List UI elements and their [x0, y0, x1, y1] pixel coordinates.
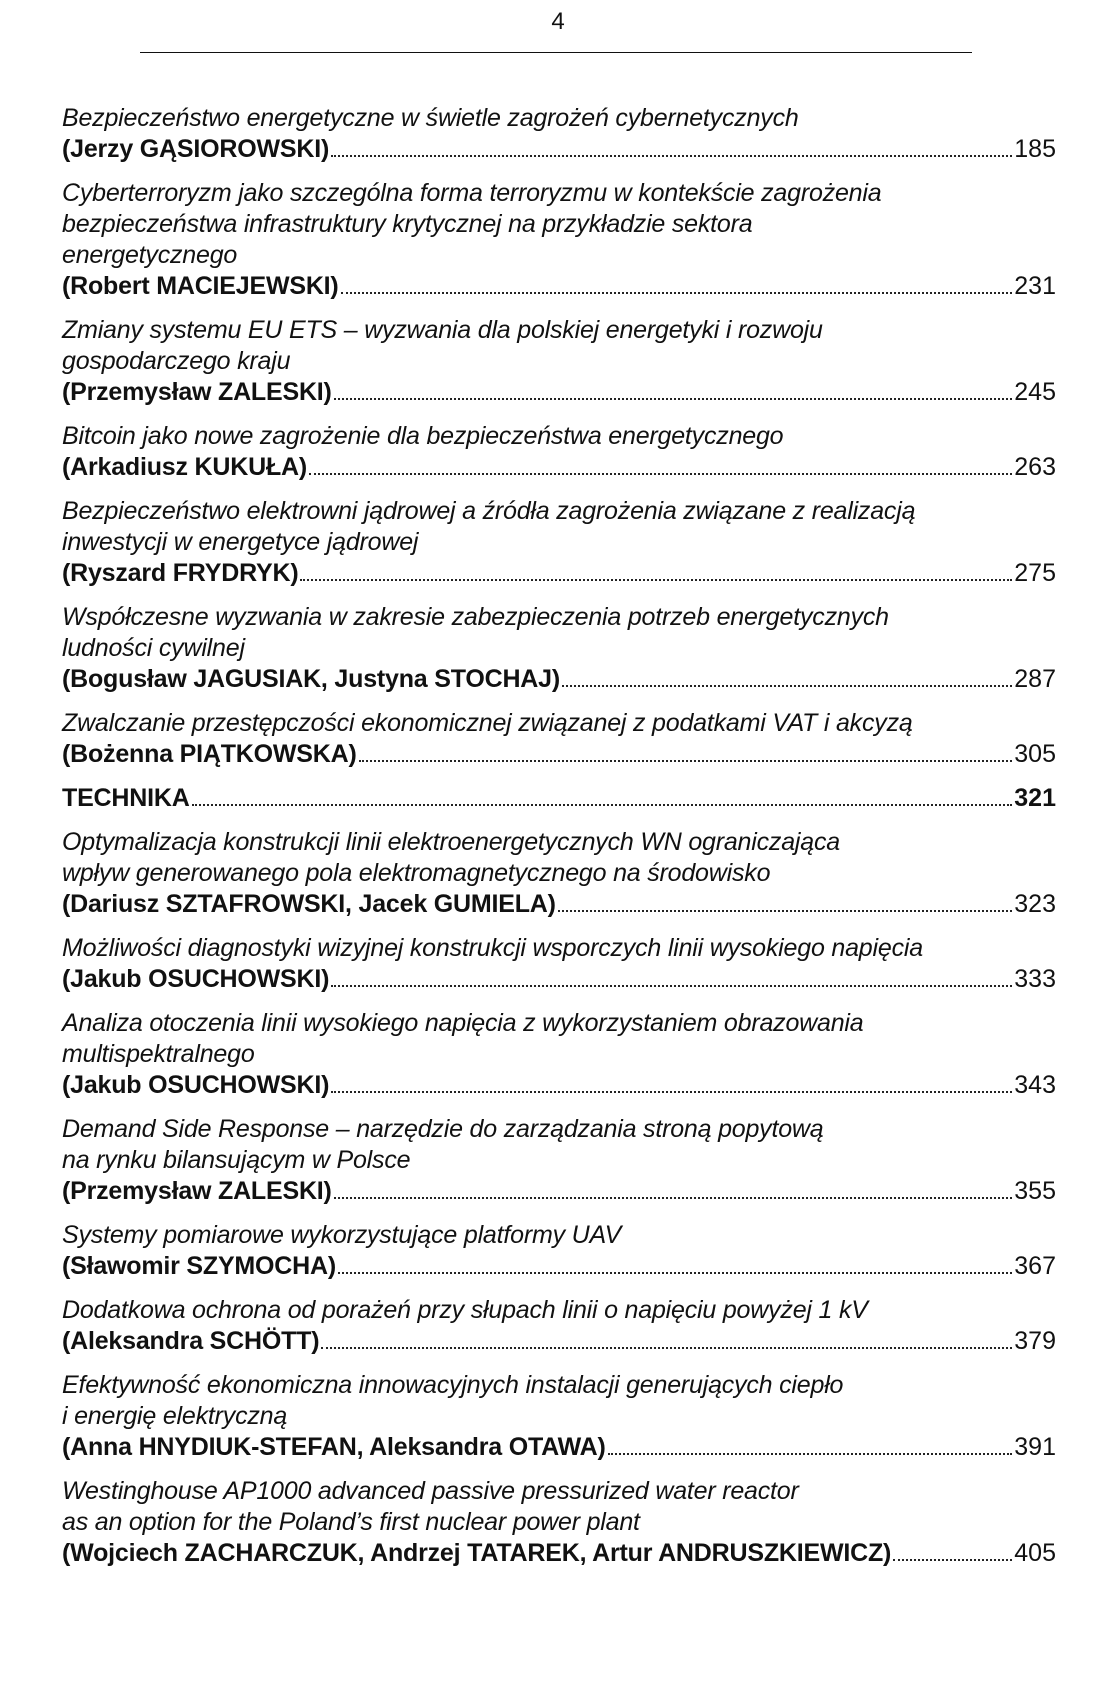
entry-title: Cyberterroryzm jako szczególna forma terroryzmu w kontekście zagrożenia bezpieczeństwa infrastruktury krytycznej na przykładzie sektora energetycznego	[62, 179, 882, 269]
dot-leader	[309, 473, 1012, 475]
entry-line	[62, 377, 1056, 408]
entry-line	[62, 134, 1056, 165]
entry-author: (Wojciech ZACHARCZUK, Andrzej TATAREK, Artur ANDRUSZKIEWICZ)	[62, 1539, 892, 1567]
entry-author: (Jakub OSUCHOWSKI)	[62, 965, 330, 993]
dot-leader	[562, 685, 1012, 687]
entry-line	[62, 1326, 1056, 1357]
entry-page: 185	[1014, 135, 1056, 163]
toc-entry[interactable]	[62, 708, 1056, 770]
entry-title: Analiza otoczenia linii wysokiego napięcia z wykorzystaniem obrazowania multispektralnego	[62, 1009, 864, 1068]
entry-author: (Ryszard FRYDRYK)	[62, 559, 299, 587]
entry-line	[62, 452, 1056, 483]
entry-page: 379	[1014, 1327, 1056, 1355]
entry-author: (Anna HNYDIUK-STEFAN, Aleksandra OTAWA)	[62, 1433, 606, 1461]
entry-page: 343	[1014, 1071, 1056, 1099]
entry-title: Współczesne wyzwania w zakresie zabezpieczenia potrzeb energetycznych ludności cywilnej	[62, 603, 889, 662]
entry-line	[62, 1070, 1056, 1101]
toc-entry[interactable]	[62, 1114, 1056, 1207]
dot-leader	[341, 292, 1013, 294]
table-of-contents	[62, 103, 1056, 1582]
entry-page: 245	[1014, 378, 1056, 406]
entry-line	[62, 1432, 1056, 1463]
entry-author: (Arkadiusz KUKUŁA)	[62, 453, 308, 481]
entry-page: 355	[1014, 1177, 1056, 1205]
entry-page: 231	[1014, 272, 1056, 300]
entry-title: Bezpieczeństwo elektrowni jądrowej a źródła zagrożenia związane z realizacją inwestycji w energetyce jądrowej	[62, 497, 916, 556]
entry-author: (Aleksandra SCHÖTT)	[62, 1327, 320, 1355]
dot-leader	[359, 760, 1013, 762]
entry-title: Bezpieczeństwo energetyczne w świetle zagrożeń cybernetycznych	[62, 104, 799, 132]
toc-entry[interactable]	[62, 178, 1056, 302]
dot-leader	[334, 1197, 1013, 1199]
entry-author: (Jakub OSUCHOWSKI)	[62, 1071, 330, 1099]
section-page: 321	[1014, 784, 1056, 812]
entry-title: Zmiany systemu EU ETS – wyzwania dla polskiej energetyki i rozwoju gospodarczego kraju	[62, 316, 823, 375]
entry-page: 391	[1014, 1433, 1056, 1461]
toc-section-heading[interactable]	[62, 783, 1056, 814]
entry-page: 405	[1014, 1539, 1056, 1567]
entry-line	[62, 783, 1056, 814]
toc-entry[interactable]	[62, 602, 1056, 695]
entry-line	[62, 271, 1056, 302]
entry-page: 263	[1014, 453, 1056, 481]
entry-page: 367	[1014, 1252, 1056, 1280]
entry-page: 333	[1014, 965, 1056, 993]
section-title: TECHNIKA	[62, 784, 190, 812]
toc-entry[interactable]	[62, 103, 1056, 165]
entry-title: Demand Side Response – narzędzie do zarządzania stroną popytową na rynku bilansującym w Polsce	[62, 1115, 824, 1174]
dot-leader	[331, 155, 1012, 157]
entry-author: (Jerzy GĄSIOROWSKI)	[62, 135, 330, 163]
entry-line	[62, 964, 1056, 995]
entry-title: Bitcoin jako nowe zagrożenie dla bezpieczeństwa energetycznego	[62, 422, 784, 450]
entry-author: (Dariusz SZTAFROWSKI, Jacek GUMIELA)	[62, 890, 556, 918]
entry-title: Możliwości diagnostyki wizyjnej konstrukcji wsporczych linii wysokiego napięcia	[62, 934, 923, 962]
entry-title: Systemy pomiarowe wykorzystujące platformy UAV	[62, 1221, 622, 1249]
toc-entry[interactable]	[62, 1008, 1056, 1101]
entry-line	[62, 1538, 1056, 1569]
toc-entry[interactable]	[62, 933, 1056, 995]
entry-line	[62, 739, 1056, 770]
entry-line	[62, 1176, 1056, 1207]
entry-title: Optymalizacja konstrukcji linii elektroenergetycznych WN ograniczająca wpływ generowanego pola elektromagnetycznego na środowisko	[62, 828, 840, 887]
toc-entry[interactable]	[62, 1295, 1056, 1357]
toc-entry[interactable]	[62, 1220, 1056, 1282]
entry-author: (Bożenna PIĄTKOWSKA)	[62, 740, 357, 768]
entry-author: (Bogusław JAGUSIAK, Justyna STOCHAJ)	[62, 665, 560, 693]
entry-author: (Sławomir SZYMOCHA)	[62, 1252, 336, 1280]
entry-page: 323	[1014, 890, 1056, 918]
entry-title: Dodatkowa ochrona od porażeń przy słupach linii o napięciu powyżej 1 kV	[62, 1296, 868, 1324]
entry-author: (Przemysław ZALESKI)	[62, 378, 332, 406]
entry-line	[62, 664, 1056, 695]
header-rule	[140, 52, 972, 53]
dot-leader	[300, 579, 1012, 581]
entry-line	[62, 1251, 1056, 1282]
toc-entry[interactable]	[62, 496, 1056, 589]
entry-title: Efektywność ekonomiczna innowacyjnych instalacji generujących ciepło i energię elektryczną	[62, 1371, 844, 1430]
entry-author: (Przemysław ZALESKI)	[62, 1177, 332, 1205]
entry-line	[62, 889, 1056, 920]
entry-page: 275	[1014, 559, 1056, 587]
toc-entry[interactable]	[62, 827, 1056, 920]
dot-leader	[331, 1091, 1012, 1093]
dot-leader	[321, 1347, 1012, 1349]
dot-leader	[192, 804, 1013, 806]
entry-page: 305	[1014, 740, 1056, 768]
page-number: 4	[551, 8, 565, 35]
entry-page: 287	[1014, 665, 1056, 693]
dot-leader	[338, 1272, 1012, 1274]
toc-entry[interactable]	[62, 1476, 1056, 1569]
entry-author: (Robert MACIEJEWSKI)	[62, 272, 339, 300]
dot-leader	[893, 1559, 1012, 1561]
dot-leader	[608, 1453, 1013, 1455]
dot-leader	[331, 985, 1012, 987]
entry-line	[62, 558, 1056, 589]
toc-entry[interactable]	[62, 1370, 1056, 1463]
toc-entry[interactable]	[62, 315, 1056, 408]
dot-leader	[558, 910, 1012, 912]
entry-title: Westinghouse AP1000 advanced passive pressurized water reactor as an option for the Poland’s first nuclear power plant	[62, 1477, 799, 1536]
toc-entry[interactable]	[62, 421, 1056, 483]
dot-leader	[334, 398, 1013, 400]
entry-title: Zwalczanie przestępczości ekonomicznej związanej z podatkami VAT i akcyzą	[62, 709, 913, 737]
